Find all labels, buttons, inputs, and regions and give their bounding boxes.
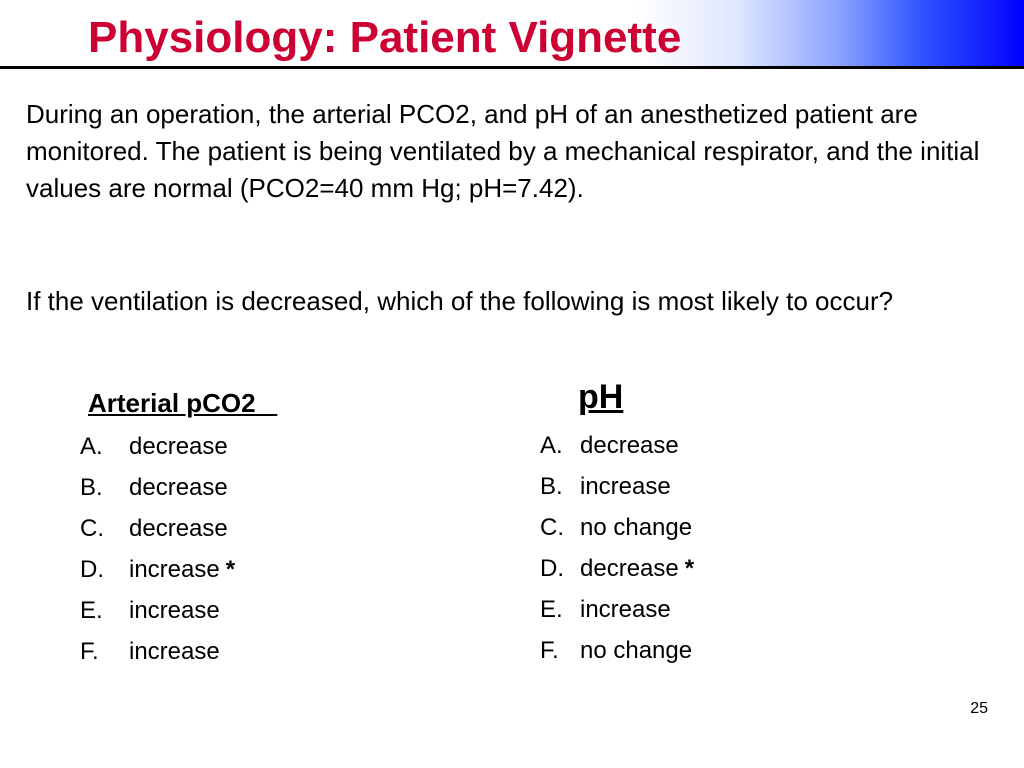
option-value: decrease (580, 432, 679, 459)
option-letter: B. (540, 473, 563, 500)
title-divider (0, 66, 1024, 69)
pco2-option-f (80, 631, 235, 672)
ph-option-c (540, 507, 698, 548)
option-letter: C. (80, 515, 104, 542)
pco2-option-e (80, 590, 235, 631)
ph-option-b (540, 466, 698, 507)
ph-options-list (540, 425, 698, 671)
option-letter: E. (540, 596, 563, 623)
question-text: If the ventilation is decreased, which of the following is most likely to occur? (26, 286, 894, 316)
option-letter: A. (540, 432, 563, 459)
option-letter: A. (80, 433, 103, 460)
pco2-option-a (80, 426, 235, 467)
option-letter: B. (80, 474, 103, 501)
option-value: increase (129, 556, 220, 583)
option-value: decrease (129, 515, 228, 542)
ph-option-f (540, 630, 698, 671)
option-value: increase (580, 473, 671, 500)
pco2-option-c (80, 508, 235, 549)
option-letter: D. (540, 555, 564, 582)
ph-option-e (540, 589, 698, 630)
option-letter: F. (540, 637, 559, 664)
vignette-paragraph: During an operation, the arterial PCO2, and pH of an anesthetized patient are monitored. The patient is being ventilated by a mechanical respirator, and the initial values are normal (PCO2=40 mm Hg; pH=7.42). (26, 99, 980, 203)
pco2-options-list (80, 426, 235, 672)
option-letter: D. (80, 556, 104, 583)
option-value: decrease (129, 474, 228, 501)
pco2-option-d (80, 549, 235, 590)
option-letter: E. (80, 597, 103, 624)
option-value: no change (580, 514, 693, 541)
ph-option-a (540, 425, 698, 466)
option-value: increase (129, 597, 220, 624)
slide-title: Physiology: Patient Vignette (88, 13, 682, 62)
page-number: 25 (970, 700, 988, 717)
ph-option-d (540, 548, 698, 589)
option-value: decrease (129, 433, 228, 460)
answer-marker: * (225, 556, 236, 583)
option-value: increase (580, 596, 671, 623)
answer-marker: * (684, 555, 695, 582)
option-letter: F. (80, 638, 99, 665)
option-value: increase (129, 638, 220, 665)
pco2-column-header: Arterial pCO2 (88, 388, 278, 418)
option-value: decrease (580, 555, 679, 582)
ph-column-header: pH (578, 378, 624, 416)
option-value: no change (580, 637, 693, 664)
option-letter: C. (540, 514, 564, 541)
pco2-option-b (80, 467, 235, 508)
